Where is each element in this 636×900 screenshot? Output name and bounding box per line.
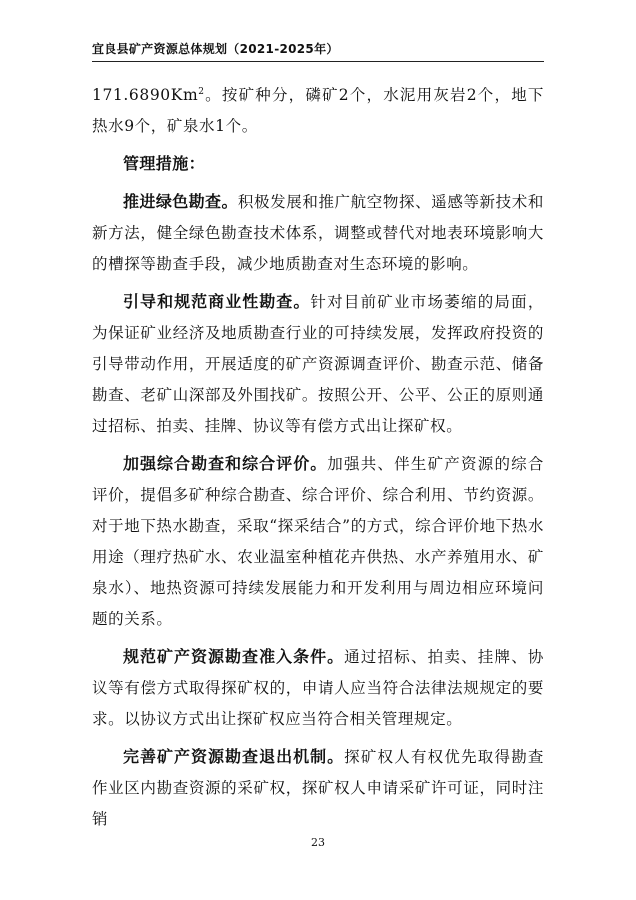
measure-paragraph — [92, 448, 544, 635]
measure-heading: 加强综合勘查和综合评价。 — [123, 454, 328, 473]
measure-paragraph — [92, 741, 544, 835]
measure-body: 加强共、伴生矿产资源的综合评价，提倡多矿种综合勘查、综合评价、综合利用、节约资源。对于地下热水勘查，采取“探采结合”的方式，综合评价地下热水用途（理疗热矿水、农业温室种植花卉供热、水产养殖用水、矿泉水）、地热资源可持续发展能力和开发利用与周边相应环境问题的关系。 — [92, 455, 544, 628]
measure-paragraph — [92, 186, 544, 280]
measure-heading: 规范矿产资源勘查准入条件。 — [123, 647, 345, 666]
measure-body: 针对目前矿业市场萎缩的局面，为保证矿业经济及地质勘查行业的可持续发展，发挥政府投资的引导带动作用，开展适度的矿产资源调查评价、勘查示范、储备勘查、老矿山深部及外围找矿。按照公开、公平、公正的原则通过招标、拍卖、挂牌、协议等有偿方式出让探矿权。 — [92, 293, 545, 435]
page-number: 23 — [311, 836, 325, 849]
area-value: 171.6890Km — [92, 86, 199, 104]
measure-paragraph — [92, 641, 544, 735]
measure-heading: 推进绿色勘查。 — [123, 192, 238, 211]
measure-body: 探矿权人有权优先取得勘查作业区内勘查资源的采矿权，探矿权人申请采矿许可证，同时注销 — [92, 748, 544, 828]
area-unit-superscript: 2 — [198, 86, 205, 97]
header-title: 宜良县矿产资源总体规划（2021-2025年） — [92, 42, 339, 56]
measure-body: 通过招标、拍卖、挂牌、协议等有偿方式取得探矿权的，申请人应当符合法律法规规定的要求。以协议方式出让探矿权应当符合相关管理规定。 — [92, 648, 544, 728]
measures-heading-paragraph — [92, 148, 544, 180]
measure-body: 积极发展和推广航空物探、遥感等新技术和新方法，健全绿色勘查技术体系，调整或替代对地表环境影响大的槽探等勘查手段，减少地质勘查对生态环境的影响。 — [92, 193, 544, 273]
measures-heading: 管理措施： — [123, 154, 206, 173]
measure-heading: 完善矿产资源勘查退出机制。 — [123, 747, 345, 766]
measure-heading: 引导和规范商业性勘查。 — [123, 292, 311, 311]
intro-paragraph — [92, 80, 544, 142]
measure-paragraph — [92, 286, 544, 442]
intro-text: 。按矿种分，磷矿2个，水泥用灰岩2个，地下热水9个，矿泉水1个。 — [92, 86, 544, 135]
page-body — [92, 80, 544, 841]
page-header — [92, 40, 544, 62]
